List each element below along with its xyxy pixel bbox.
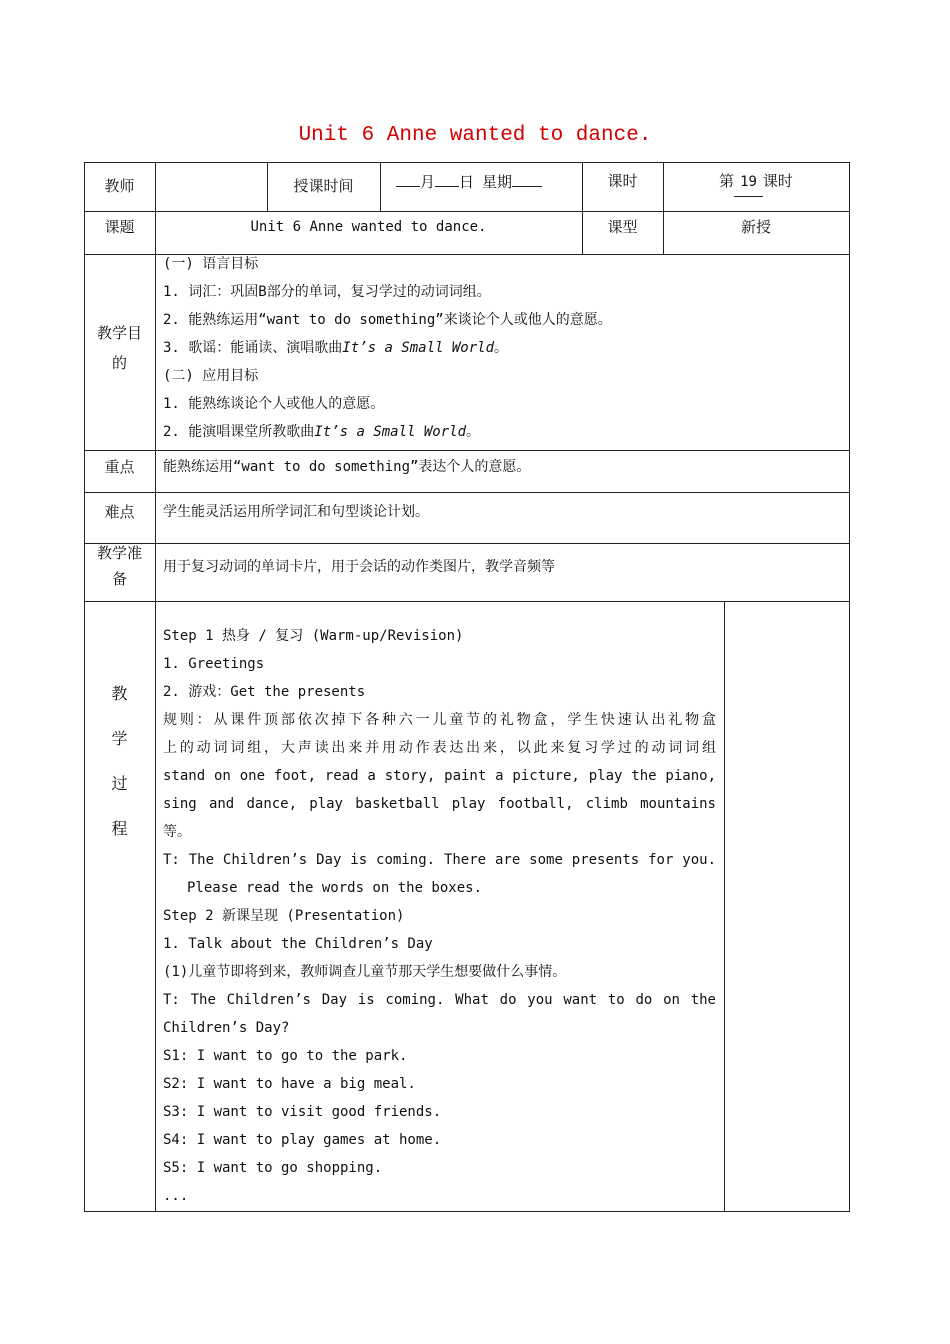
process-line: 等。 xyxy=(163,824,191,840)
key-point-value xyxy=(163,453,843,481)
preparation-text: 用于复习动词的单词卡片，用于会话的动作类图片，教学音频等 xyxy=(163,559,555,575)
step-heading: Step 1 热身 / 复习 (Warm-up/Revision) xyxy=(163,628,464,644)
objectives-label-line: 教学目 xyxy=(96,324,142,342)
key-point-label: 重点 xyxy=(104,458,135,476)
preparation-value xyxy=(163,553,843,581)
process-label-char: 学 xyxy=(111,729,128,748)
period-label: 课时 xyxy=(607,172,638,190)
objective-item: 2. 能熟练运用“want to do something”来谈论个人或他人的意愿。 xyxy=(163,312,612,328)
process-label-char: 过 xyxy=(111,774,128,793)
difficulty-label: 难点 xyxy=(104,503,135,521)
row-divider xyxy=(84,492,850,493)
date-day-label: 日 xyxy=(459,173,475,191)
process-line: 规则：从课件顶部依次掉下各种六一儿童节的礼物盒，学生快速认出礼物盒 xyxy=(163,712,716,728)
preparation-label xyxy=(84,540,155,592)
row-divider xyxy=(84,450,850,451)
process-label-char: 教 xyxy=(111,684,128,703)
row-divider xyxy=(84,601,850,602)
period-prefix: 第 xyxy=(719,172,735,190)
objective-heading: (二) 应用目标 xyxy=(163,368,259,384)
process-content xyxy=(163,622,716,1210)
process-line: 上的动词词组，大声读出来并用动作表达出来，以此来复习学过的动词词组 xyxy=(163,740,716,756)
objective-text: 3. 歌谣：能诵读、演唱歌曲 xyxy=(163,340,343,356)
process-line: (1)儿童节即将到来，教师调查儿童节那天学生想要做什么事情。 xyxy=(163,964,567,980)
song-title: It’s a Small World xyxy=(342,340,495,356)
label-column-divider xyxy=(155,162,156,1212)
row-divider xyxy=(84,543,850,544)
step-heading: Step 2 新课呈现 (Presentation) xyxy=(163,908,405,924)
topic-label: 课题 xyxy=(104,218,135,236)
objective-text: 。 xyxy=(494,340,509,356)
notes-column-divider xyxy=(724,601,725,1211)
column-divider xyxy=(380,162,381,211)
ellipsis: ... xyxy=(163,1188,189,1204)
date-week-label: 星期 xyxy=(482,173,513,191)
objective-item: 1. 词汇：巩固B部分的单词，复习学过的动词词组。 xyxy=(163,284,491,300)
table-border-top xyxy=(84,162,850,163)
process-line: Children’s Day? xyxy=(163,1020,290,1036)
lesson-time-label: 授课时间 xyxy=(293,177,354,195)
objectives-content xyxy=(163,250,843,446)
period-suffix: 课时 xyxy=(762,172,793,190)
process-line: stand on one foot, read a story, paint a picture, play the piano, xyxy=(163,768,716,784)
lesson-date xyxy=(396,168,576,196)
lesson-type-value: 新授 xyxy=(740,218,771,236)
objective-item: 1. 能熟练谈论个人或他人的意愿。 xyxy=(163,396,385,412)
process-label-char: 程 xyxy=(111,819,128,838)
process-line: 1. Talk about the Children’s Day xyxy=(163,936,433,952)
objectives-label-line: 的 xyxy=(111,354,127,372)
period-number: 19 xyxy=(734,168,763,197)
topic-value: Unit 6 Anne wanted to dance. xyxy=(250,219,487,235)
objective-item xyxy=(163,334,843,362)
process-line: Please read the words on the boxes. xyxy=(187,880,483,896)
dialogue-line: S2: I want to have a big meal. xyxy=(163,1076,416,1092)
objective-item xyxy=(163,418,843,446)
objective-text: 。 xyxy=(466,424,481,440)
dialogue-line: S3: I want to visit good friends. xyxy=(163,1104,442,1120)
process-label xyxy=(84,671,155,851)
table-border-right xyxy=(849,162,850,1212)
objectives-label xyxy=(84,318,155,378)
table-border-bottom xyxy=(84,1211,850,1212)
process-line: T: The Children’s Day is coming. There are some presents for you. xyxy=(163,852,716,868)
process-line: 2. 游戏：Get the presents xyxy=(163,684,366,700)
dialogue-line: S5: I want to go shopping. xyxy=(163,1160,383,1176)
dialogue-line: S1: I want to go to the park. xyxy=(163,1048,408,1064)
song-title: It’s a Small World xyxy=(314,424,467,440)
objective-heading: (一) 语言目标 xyxy=(163,256,259,272)
preparation-label-line: 教学准 xyxy=(96,544,142,562)
process-line: 1. Greetings xyxy=(163,656,265,672)
key-point-text: 能熟练运用“want to do something”表达个人的意愿。 xyxy=(163,459,531,475)
difficulty-value xyxy=(163,498,843,526)
process-line: sing and dance, play basketball play football, climb mountains xyxy=(163,796,716,812)
row-divider xyxy=(84,211,850,212)
preparation-label-line: 备 xyxy=(111,570,127,588)
date-month-label: 月 xyxy=(420,173,436,191)
process-line: T: The Children’s Day is coming. What do you want to do on the xyxy=(163,992,716,1008)
difficulty-text: 学生能灵活运用所学词汇和句型谈论计划。 xyxy=(163,504,429,520)
teacher-label: 教师 xyxy=(104,177,135,195)
lesson-type-label: 课型 xyxy=(607,218,638,236)
objective-text: 2. 能演唱课堂所教歌曲 xyxy=(163,424,315,440)
period-value xyxy=(663,167,849,197)
page-title: Unit 6 Anne wanted to dance. xyxy=(298,124,652,147)
dialogue-line: S4: I want to play games at home. xyxy=(163,1132,442,1148)
